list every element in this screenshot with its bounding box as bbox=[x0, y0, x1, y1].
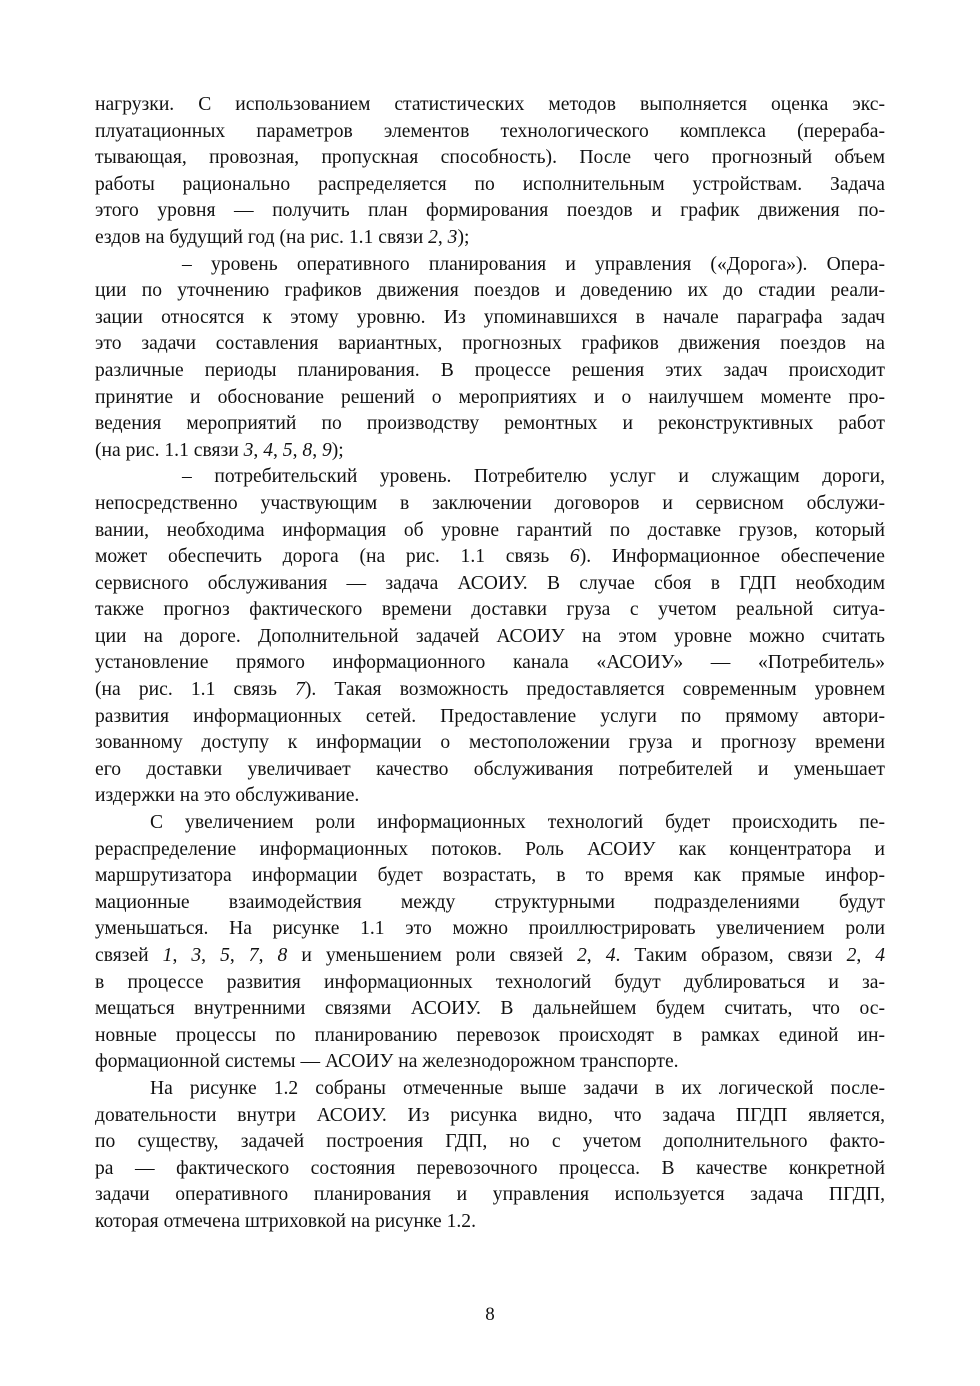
link-number: 1 bbox=[162, 945, 173, 966]
text-segment: по существу, задачей построения ГДП, но с учетом дополнительного факто- bbox=[95, 1131, 885, 1153]
text-line bbox=[95, 571, 885, 598]
link-number: 7 bbox=[248, 945, 259, 966]
text-segment: , bbox=[586, 945, 606, 966]
text-line bbox=[95, 650, 885, 677]
text-segment: нагрузки. С использованием статистических методов выполняется оценка экс- bbox=[95, 94, 885, 115]
text-segment: которая отмечена штриховкой на рисунке 1.2. bbox=[95, 1210, 476, 1232]
text-line bbox=[95, 491, 885, 518]
text-line bbox=[95, 518, 885, 545]
text-line bbox=[95, 730, 885, 757]
text-segment: , bbox=[258, 945, 278, 966]
text-line bbox=[95, 464, 885, 491]
link-number: 7 bbox=[295, 679, 305, 701]
text-line bbox=[95, 1129, 885, 1156]
text-line bbox=[95, 1023, 885, 1050]
text-line bbox=[95, 916, 885, 943]
text-segment: формационной системы — АСОИУ на железнодорожном транспорте. bbox=[95, 1051, 679, 1073]
text-segment: , bbox=[437, 226, 448, 248]
text-line bbox=[95, 970, 885, 997]
text-segment: ведения мероприятий по производству ремонтных и реконструктивных работ bbox=[95, 413, 885, 435]
text-line bbox=[95, 119, 885, 146]
text-segment: С увеличением роли информационных технологий будет происходить пе- bbox=[150, 812, 885, 834]
text-segment: непосредственно участвующим в заключении договоров и сервисном обслужи- bbox=[95, 492, 885, 514]
link-number: 4 bbox=[875, 945, 886, 966]
text-line bbox=[95, 704, 885, 731]
text-segment: мещаться внутренними связями АСОИУ. В дальнейшем будем считать, что ос- bbox=[95, 998, 885, 1020]
text-segment: зации относятся к этому уровню. Из упоминавшихся в начале параграфа задач bbox=[95, 306, 885, 328]
text-segment: это задачи составления вариантных, прогнозных графиков движения поездов на bbox=[95, 333, 885, 355]
text-segment: , bbox=[273, 439, 283, 461]
text-line bbox=[95, 757, 885, 784]
text-line bbox=[95, 252, 885, 279]
text-segment: – уровень оперативного планирования и управления («Дорога»). Опера- bbox=[182, 253, 885, 275]
text-line bbox=[95, 278, 885, 305]
link-number: 2 bbox=[428, 226, 438, 248]
text-segment: , bbox=[172, 945, 192, 966]
text-segment: развития информационных сетей. Предоставление услуги по прямому автори- bbox=[95, 705, 885, 727]
text-segment: уменьшаться. На рисунке 1.1 это можно проиллюстрировать увеличением роли bbox=[95, 918, 885, 940]
text-segment: мационные взаимодействия между структурными подразделениями будут bbox=[95, 891, 885, 913]
text-segment: принятие и обоснование решений о мероприятиях и о наилучшем моменте про- bbox=[95, 386, 885, 408]
text-line bbox=[95, 810, 885, 837]
text-segment: – потребительский уровень. Потребителю услуг и служащим дороги, bbox=[182, 466, 885, 488]
text-segment: его доставки увеличивает качество обслуживания потребителей и уменьшает bbox=[95, 758, 885, 780]
text-segment: ); bbox=[331, 439, 344, 461]
text-line bbox=[95, 996, 885, 1023]
text-line bbox=[95, 172, 885, 199]
text-segment: вании, необходима информация об уровне гарантий по доставке грузов, который bbox=[95, 519, 885, 541]
text-line bbox=[95, 1182, 885, 1209]
link-number: 3 bbox=[243, 439, 254, 461]
text-line bbox=[95, 863, 885, 890]
text-segment: маршрутизатора информации будет возрастать, в то время как прямые инфор- bbox=[95, 865, 885, 887]
text-segment: издержки на это обслуживание. bbox=[95, 785, 360, 807]
text-segment: , bbox=[856, 945, 876, 966]
text-segment: и уменьшением роли связей bbox=[287, 945, 577, 966]
text-segment: зованному доступу к информации о местоположении груза и прогнозу времени bbox=[95, 732, 885, 754]
text-segment: различные периоды планирования. В процессе решения этих задач происходит bbox=[95, 359, 885, 381]
text-line bbox=[95, 385, 885, 412]
text-segment: , bbox=[253, 439, 264, 461]
text-line bbox=[95, 92, 885, 119]
text-line bbox=[95, 597, 885, 624]
text-line bbox=[95, 358, 885, 385]
text-line bbox=[95, 145, 885, 172]
text-segment: работы рационально распределяется по исполнительным устройствам. Задача bbox=[95, 173, 885, 195]
text-segment: ездов на будущий год (на рис. 1.1 связи bbox=[95, 226, 429, 248]
text-line bbox=[95, 331, 885, 358]
text-segment: , bbox=[312, 439, 322, 461]
text-line bbox=[95, 943, 885, 970]
text-line bbox=[95, 1209, 885, 1236]
text-segment: (на рис. 1.1 связь bbox=[95, 679, 296, 701]
page-number: 8 bbox=[485, 1304, 495, 1325]
link-number: 5 bbox=[220, 945, 230, 966]
text-line bbox=[95, 890, 885, 917]
text-segment: плуатационных параметров элементов технологического комплекса (перераба- bbox=[95, 120, 885, 142]
text-line bbox=[95, 624, 885, 651]
text-line bbox=[95, 837, 885, 864]
text-segment: ); bbox=[457, 226, 470, 248]
link-number: 8 bbox=[277, 945, 288, 966]
text-segment: также прогноз фактического времени доставки груза с учетом реальной ситуа- bbox=[95, 599, 885, 621]
text-line bbox=[95, 225, 885, 252]
link-number: 6 bbox=[569, 546, 580, 568]
text-segment: установление прямого информационного канала «АСОИУ» — «Потребитель» bbox=[95, 652, 885, 674]
link-number: 3 bbox=[447, 226, 458, 248]
text-segment: ра — фактического состояния перевозочного процесса. В качестве конкретной bbox=[95, 1157, 885, 1179]
text-line bbox=[95, 438, 885, 465]
text-line bbox=[95, 1076, 885, 1103]
text-segment: , bbox=[201, 945, 221, 966]
text-line bbox=[95, 198, 885, 225]
text-segment: ции на дороге. Дополнительной задачей АСОИУ на этом уровне можно считать bbox=[95, 625, 885, 647]
link-number: 8 bbox=[302, 439, 313, 461]
link-number: 2 bbox=[576, 945, 587, 966]
text-segment: связей bbox=[95, 945, 163, 966]
text-segment: ). Информационное обеспечение bbox=[579, 546, 885, 568]
text-segment: . Таким образом, связи bbox=[615, 945, 847, 966]
text-segment: ции по уточнению графиков движения поездов и доведению их до стадии реали- bbox=[95, 280, 885, 302]
text-line bbox=[95, 411, 885, 438]
text-segment: в процессе развития информационных технологий будут дублироваться и за- bbox=[95, 971, 885, 993]
text-segment: ). Такая возможность предоставляется современным уровнем bbox=[304, 679, 885, 701]
text-line bbox=[95, 1049, 885, 1076]
text-segment: этого уровня — получить план формирования поездов и график движения по- bbox=[95, 200, 885, 222]
text-segment: , bbox=[292, 439, 303, 461]
text-line bbox=[95, 783, 885, 810]
text-line bbox=[95, 677, 885, 704]
text-segment: сервисного обслуживания — задача АСОИУ. В случае сбоя в ГДП необходим bbox=[95, 572, 885, 594]
text-line bbox=[95, 1103, 885, 1130]
text-segment: (на рис. 1.1 связи bbox=[95, 439, 244, 461]
link-number: 4 bbox=[263, 439, 273, 461]
text-segment: довательности внутри АСОИУ. Из рисунка видно, что задача ПГДП является, bbox=[95, 1104, 885, 1126]
text-line bbox=[95, 544, 885, 571]
text-line bbox=[95, 1156, 885, 1183]
link-number: 3 bbox=[191, 945, 202, 966]
text-segment: тывающая, провозная, пропускная способность). После чего прогнозный объем bbox=[95, 147, 885, 169]
text-segment: рераспределение информационных потоков. Роль АСОИУ как концентратора и bbox=[95, 838, 885, 860]
text-segment: новные процессы по планированию перевозок происходят в рамках единой ин- bbox=[95, 1024, 885, 1046]
text-segment: может обеспечить дорога (на рис. 1.1 связь bbox=[95, 546, 570, 568]
text-segment: задачи оперативного планирования и управления используется задача ПГДП, bbox=[95, 1184, 885, 1206]
link-number: 9 bbox=[321, 439, 332, 461]
link-number: 4 bbox=[605, 945, 616, 966]
body-text bbox=[95, 92, 885, 1236]
text-segment: На рисунке 1.2 собраны отмеченные выше задачи в их логической после- bbox=[150, 1077, 885, 1099]
text-segment: , bbox=[229, 945, 249, 966]
text-line bbox=[95, 305, 885, 332]
link-number: 2 bbox=[846, 945, 857, 966]
link-number: 5 bbox=[282, 439, 293, 461]
